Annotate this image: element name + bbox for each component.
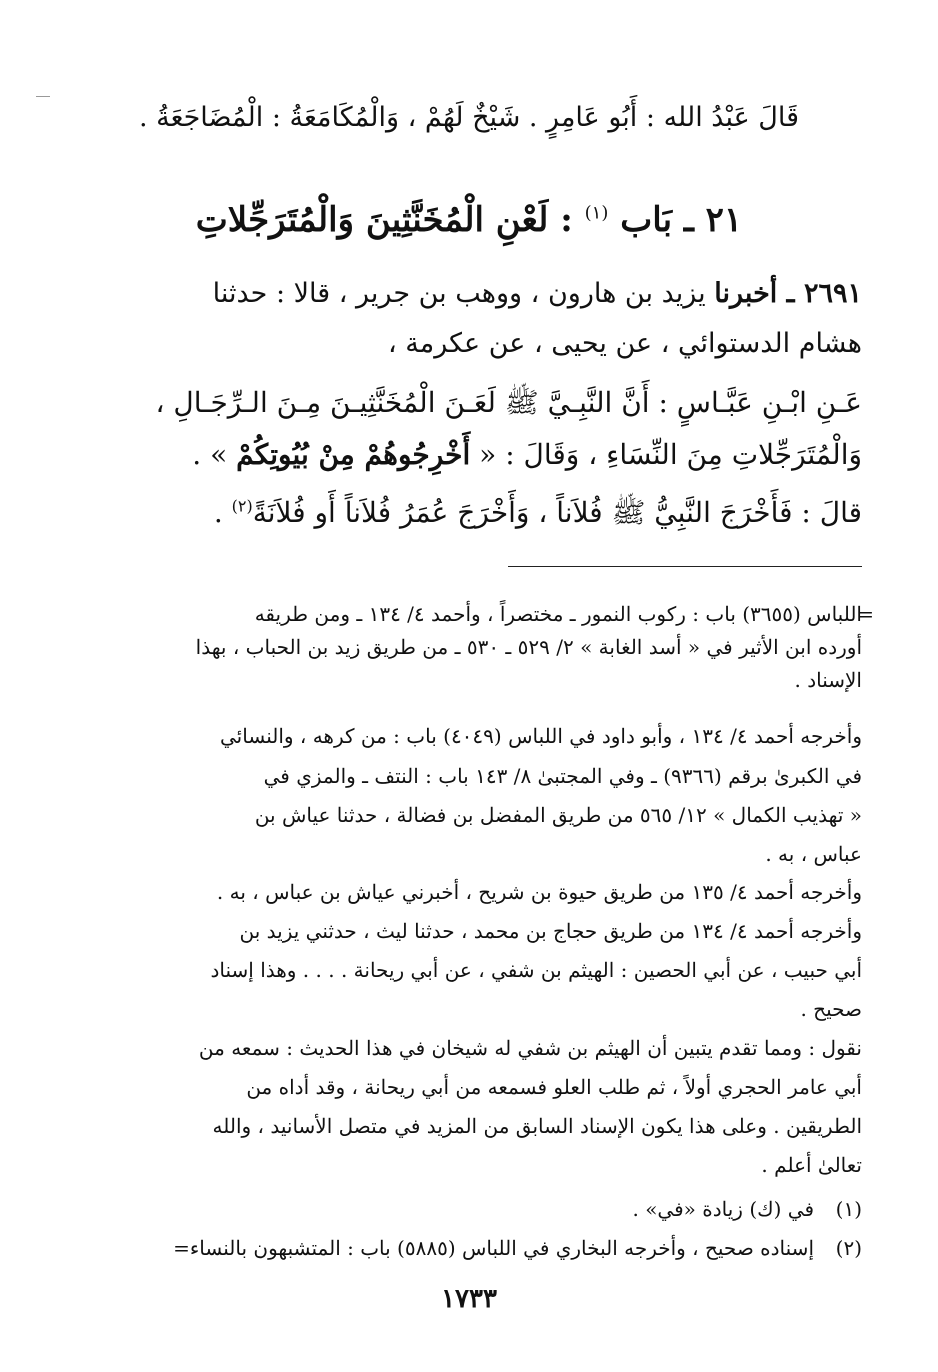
footnote-2 [82, 1232, 862, 1265]
footnote-ref-2: (٢) [231, 496, 253, 516]
footnote-number: (٢) [835, 1236, 862, 1260]
chapter-footnote-ref: (١) [584, 202, 609, 224]
footnote-line: أبي حبيب ، عن أبي الحصين : الهيثم بن شفي ، عن أبي ريحانة . . . . وهذا إسناد [210, 958, 862, 982]
quote-close: » . [192, 438, 228, 471]
footnote-line: الإسناد . [794, 668, 862, 692]
isnad-text: يزيد بن هارون ، ووهب بن جرير ، قالا : حدثنا [212, 278, 706, 309]
footnote-line: عباس ، به . [765, 842, 862, 866]
footnote-1 [82, 1193, 862, 1226]
prophet-quote: أَخْرِجُوهُمْ مِنْ بُيُوتِكُمْ [236, 438, 471, 471]
continuation-mark: = [857, 602, 874, 626]
matn-text: قالَ : فَأَخْرَجَ النَّبِيُّ ﷺ فُلاَناً ، وَأَخْرَجَ عُمَرُ فُلاَناً أَو فُلاَنَةً [252, 496, 862, 529]
footnote-line: وأخرجه أحمد ٤/ ١٣٤ ، وأبو داود في اللباس (٤٠٤٩) باب : من كرهه ، والنسائي [220, 724, 862, 748]
footnote-separator [508, 566, 862, 567]
footnote-line: أبي عامر الحجري أولاً ، ثم طلب العلو فسمعه من أبي ريحانة ، وقد أداه من [246, 1075, 862, 1099]
chapter-title: : لَعْنِ الْمُخَنَّثِينَ وَالْمُتَرَجِّلاتِ [195, 200, 573, 240]
footnote-line: أورده ابن الأثير في « أسد الغابة » ٢/ ٥٢٩ ـ ٥٣٠ ـ من طريق زيد بن الحباب ، بهذا [195, 635, 862, 659]
scan-mark [36, 96, 50, 97]
matn-text: وَالْمُتَرَجِّلاتِ مِنَ النِّسَاءِ ، وَقَالَ : « [479, 438, 862, 471]
hadith-number: ٢٦٩١ ـ أخبرنا [714, 278, 862, 309]
hadith-line-2: هشام الدستوائي ، عن يحيى ، عن عكرمة ، [388, 328, 862, 359]
footnote-line: الطريقين . وعلى هذا يكون الإسناد السابق من المزيد في متصل الأسانيد ، والله [212, 1114, 862, 1138]
footnote-text: إسناده صحيح ، وأخرجه البخاري في اللباس (٥٨٨٥) باب : المتشبهون بالنساء= [173, 1236, 814, 1260]
chapter-heading [80, 200, 858, 240]
footnote-line: اللباس (٣٦٥٥) باب : ركوب النمور ـ مختصراً ، وأحمد ٤/ ١٣٤ ـ ومن طريقه [254, 602, 862, 626]
hadith-line-3: عَـنِ ابْـنِ عَبَّـاسٍ : أَنَّ النَّبِـيَّ ﷺ لَعَـنَ الْمُخَنَّثِيـنَ مِـنَ الـرِّجَـالِ ، [155, 386, 862, 419]
narrator-note: قَالَ عَبْدُ الله : أَبُو عَامِرٍ . شَيْخٌ لَهُمْ ، وَالْمُكَامَعَةُ : الْمُضَاجَعَةُ . [138, 102, 800, 133]
hadith-line-4 [84, 438, 862, 471]
footnote-number: (١) [835, 1197, 862, 1221]
footnote-line: وأخرجه أحمد ٤/ ١٣٥ من طريق حيوة بن شريح ، أخبرني عياش بن عباس ، به . [216, 880, 862, 904]
footnote-line: نقول : ومما تقدم يتبين أن الهيثم بن شفي له شيخان في هذا الحديث : سمعه من [198, 1036, 862, 1060]
hadith-line-5 [84, 496, 862, 536]
chapter-number: ٢١ ـ بَاب [620, 200, 743, 240]
footnote-line: « تهذيب الكمال » ١٢/ ٥٦٥ من طريق المفضل بن فضالة ، حدثنا عياش بن [254, 803, 862, 827]
footnote-line: وأخرجه أحمد ٤/ ١٣٤ من طريق حجاج بن محمد ، حدثنا ليث ، حدثني يزيد بن [239, 919, 862, 943]
footnote-text: في (ك) زيادة «في» . [632, 1197, 814, 1221]
hadith-line-1 [84, 278, 862, 309]
end-mark: . [213, 496, 223, 529]
footnote-line: في الكبرىٰ برقم (٩٣٦٦) ـ وفي المجتبىٰ ٨/ ١٤٣ باب : النتف ـ والمزي في [263, 764, 862, 788]
footnote-line: صحيح . [800, 997, 862, 1021]
footnote-line: تعالىٰ أعلم . [761, 1153, 862, 1177]
page-number: ١٧٣٣ [441, 1284, 497, 1314]
